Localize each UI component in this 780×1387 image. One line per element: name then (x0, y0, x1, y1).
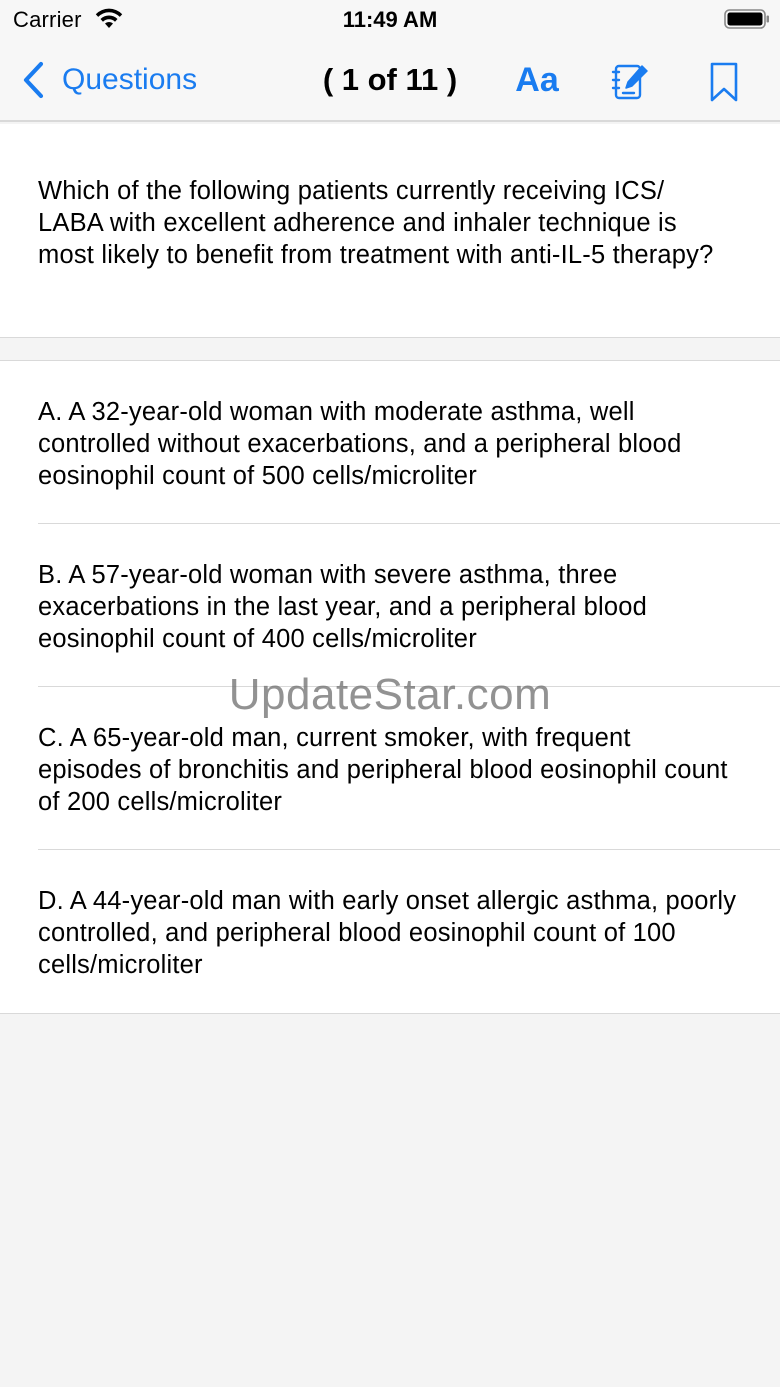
answer-text: C. A 65-year-old man, current smoker, with frequent episodes of bronchitis and peripheral blood eosinophil count of 200 cells/microliter (38, 724, 728, 816)
notes-icon[interactable] (608, 60, 652, 104)
bookmark-icon[interactable] (702, 60, 746, 104)
question-text: Which of the following patients currently receiving ICS/ LABA with excellent adherence and inhaler technique is most likely to benefit from treatment with anti-IL-5 therapy? (38, 177, 714, 269)
answer-list (0, 360, 780, 1014)
carrier-label: Carrier (13, 7, 82, 32)
page-title: ( 1 of 11 ) (322, 62, 458, 97)
navigation-bar (0, 40, 780, 122)
chevron-left-icon (20, 60, 46, 100)
status-time: 11:49 AM (342, 7, 438, 32)
back-button[interactable] (20, 58, 197, 102)
answer-option-a[interactable] (0, 361, 780, 524)
answer-text: D. A 44-year-old man with early onset allergic asthma, poorly controlled, and peripheral blood eosinophil count of 100 cells/microliter (38, 887, 737, 979)
watermark: UpdateStar.com (228, 670, 552, 719)
question-card (0, 124, 780, 338)
answer-option-b[interactable] (0, 524, 780, 687)
answer-text: B. A 57-year-old woman with severe asthma, three exacerbations in the last year, and a peripheral blood eosinophil count of 400 cells/microliter (38, 561, 648, 653)
back-label: Questions (62, 63, 198, 96)
battery-icon (724, 9, 770, 29)
answer-text: A. A 32-year-old woman with moderate asthma, well controlled without exacerbations, and a peripheral blood eosinophil count of 500 cells/microliter (38, 398, 682, 490)
answer-option-d[interactable] (0, 850, 780, 1014)
answer-option-c[interactable] (0, 687, 780, 850)
font-size-button[interactable]: Aa (515, 61, 559, 99)
status-bar (0, 0, 780, 40)
